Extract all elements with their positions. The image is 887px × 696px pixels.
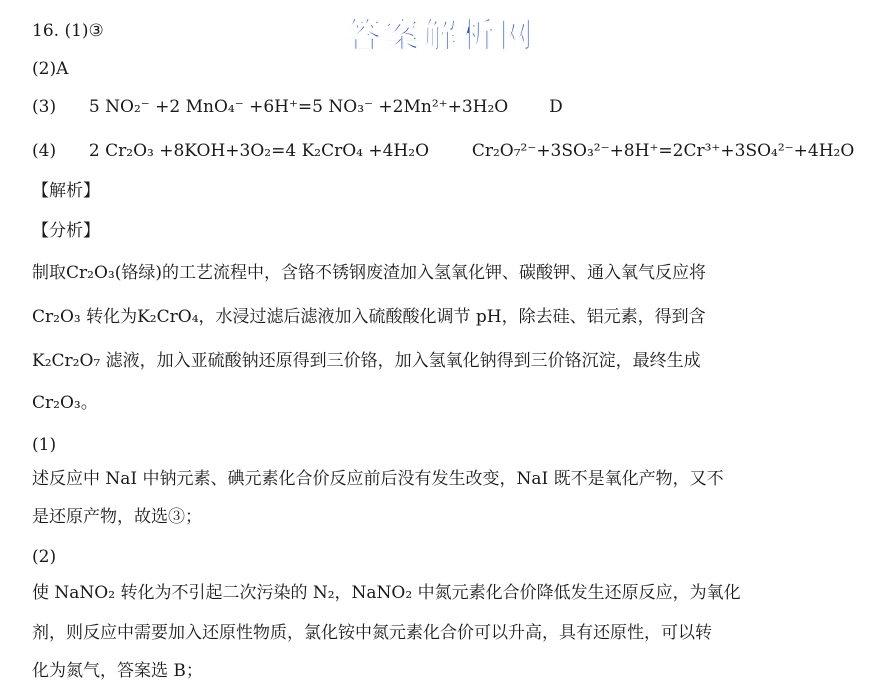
answer-3-number: (3) — [32, 97, 57, 117]
explanation-2-line-3: 化为氮气，答案选 B； — [32, 661, 203, 681]
explanation-2-line-2: 剂，则反应中需要加入还原性物质，氯化铵中氮元素化合价可以升高，具有还原性，可以转 — [32, 623, 712, 643]
answer-line-3 — [32, 96, 563, 118]
explanation-1-line-1: 述反应中 NaI 中钠元素、碘元素化合价反应前后没有发生改变，NaI 既不是氧化产物，又不 — [32, 469, 724, 489]
analysis-paragraph-line-1: 制取Cr₂O₃(铬绿)的工艺流程中，含铬不锈钢废渣加入氢氧化钾、碳酸钾、通入氧气反应将 — [32, 263, 706, 283]
explanation-2-line-1: 使 NaNO₂ 转化为不引起二次污染的 N₂，NaNO₂ 中氮元素化合价降低发生还原反应，为氧化 — [32, 583, 741, 603]
answer-line-2: (2)A — [32, 59, 69, 79]
analysis-paragraph-line-2: Cr₂O₃ 转化为K₂CrO₄，水浸过滤后滤液加入硫酸酸化调节 pH，除去硅、铝元素，得到含 — [32, 307, 706, 327]
watermark-title: 答案解析网 — [347, 16, 537, 56]
answer-line-1: 16. (1)③ — [32, 21, 104, 41]
analysis-paragraph-line-3: K₂Cr₂O₇ 滤液，加入亚硫酸钠还原得到三价铬，加入氢氧化钠得到三价铬沉淀，最终生成 — [32, 351, 701, 371]
answer-4-equation-1: 2 Cr₂O₃ +8KOH+3O₂=4 K₂CrO₄ +4H₂O — [88, 141, 430, 161]
sub-question-1-label: (1) — [32, 435, 57, 455]
sub-question-2-label: (2) — [32, 547, 57, 567]
answer-4-number: (4) — [32, 141, 57, 161]
answer-4-equation-2: Cr₂O₇²⁻+3SO₃²⁻+8H⁺=2Cr³⁺+3SO₄²⁻+4H₂O — [471, 141, 855, 161]
answer-3-choice: D — [549, 97, 563, 117]
explanation-1-line-2: 是还原产物，故选③； — [32, 507, 202, 527]
answer-3-equation: 5 NO₂⁻ +2 MnO₄⁻ +6H⁺=5 NO₃⁻ +2Mn²⁺+3H₂O — [88, 97, 509, 117]
analysis-paragraph-line-4: Cr₂O₃。 — [32, 393, 98, 413]
answer-line-4 — [32, 140, 854, 162]
section-fenxi-heading: 【分析】 — [32, 221, 100, 241]
section-jiexi-heading: 【解析】 — [32, 181, 100, 201]
